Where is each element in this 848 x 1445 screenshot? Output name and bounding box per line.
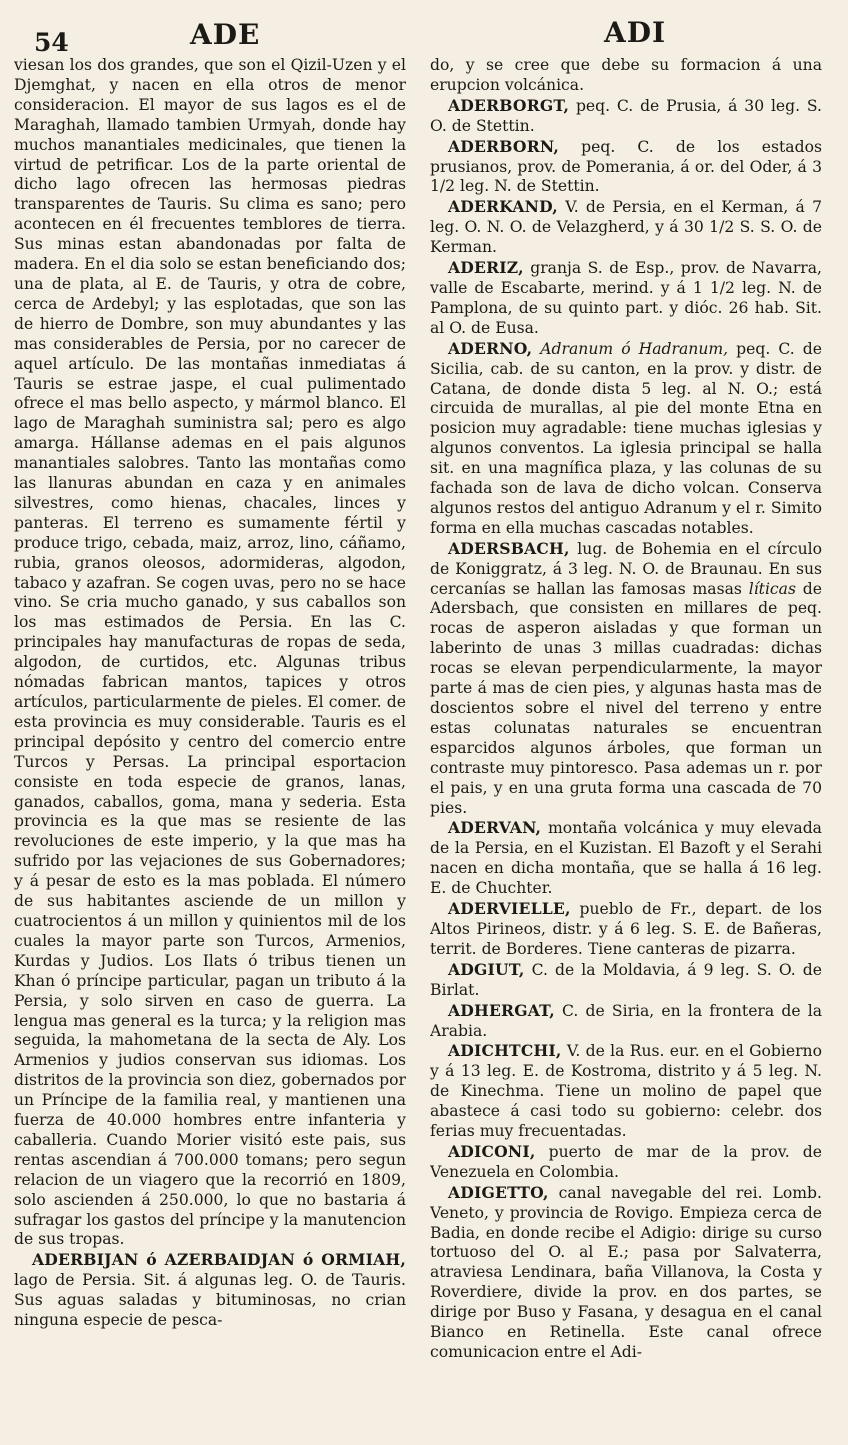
entry-text: peq. C. de Sicilia, cab. de su canton, en la prov. y distr. de Catana, de donde dista 5 leg. al N. O.; está circuida de murallas, al pie del monte Etna en posicion muy agradable: tiene muchas iglesias y algunos conventos. La iglesia principal se halla sit. en una magnífica plaza, y las colunas de su fachada son de lava de dicho volcan. Conserva algunos restos del antiguo Adranum y el r. Simito forma en ella muchas cascadas notables. <box>430 339 822 537</box>
headword: ADERKAND, <box>448 197 558 217</box>
entry-text: lug. de Bohemia en el círculo de Koniggratz, á 3 leg. N. O. de Braunau. En sus cercanías se hallan las famosas masas <box>430 539 822 598</box>
left-column <box>14 56 406 1436</box>
italic-term: líticas <box>748 579 796 598</box>
left-running-head: ADE <box>190 18 261 51</box>
headword: ADERVAN, <box>448 818 542 838</box>
entry-text: C. de Siria, en la frontera de la Arabia. <box>430 1001 822 1040</box>
entry-adgiut <box>430 960 822 1001</box>
entry-aderbijan <box>14 1250 406 1331</box>
entry-text: C. de la Moldavia, á 9 leg. S. O. de Birlat. <box>430 960 822 999</box>
headword: ADHERGAT, <box>448 1000 555 1020</box>
entry-text-continued: de Adersbach, que consisten en millares de peq. rocas de asperon aisladas y que forman un laberinto de unas 3 millas cuadradas: dichas rocas se elevan perpendicularmente, la mayor parte á mas de cien pies, y algunas hasta mas de doscientos sobre el nivel del terreno y entre estas colunatas naturales se encuentran esparcidos algunos árboles, que forman un contraste muy pintoresco. Pasa ademas un r. por el pais, y en una gruta forma una cascada de 70 pies. <box>430 579 822 817</box>
headword: ADICHTCHI, <box>448 1041 562 1061</box>
entry-adichtchi <box>430 1041 822 1142</box>
entry-aderiz <box>430 258 822 339</box>
continuation-text: do, y se cree que debe su formacion á una erupcion volcánica. <box>430 56 822 94</box>
headword: ADERVIELLE, <box>448 899 571 919</box>
entry-adhergat <box>430 1001 822 1042</box>
entry-aderborn <box>430 137 822 198</box>
headword: ADERBIJAN ó AZERBAIDJAN ó ORMIAH, <box>32 1250 406 1270</box>
page-header <box>0 14 848 58</box>
entry-adervan <box>430 818 822 899</box>
headword: ADERIZ, <box>448 258 524 278</box>
headword: ADERBORN, <box>448 136 559 156</box>
latin-name: Adranum ó Hadranum, <box>540 339 729 358</box>
headword: ADERSBACH, <box>448 538 570 558</box>
entry-text: peq. C. de los estados prusianos, prov. de Pomerania, á or. del Oder, á 3 1/2 leg. N. de Stettin. <box>430 137 822 196</box>
headword: ADERBORGT, <box>448 95 570 115</box>
right-running-head: ADI <box>604 16 667 49</box>
entry-text: montaña volcánica y muy elevada de la Persia, en el Kuzistan. El Bazoft y el Serahi nacen en dicha montaña, que se halla á 16 leg. E. de Chuchter. <box>430 819 822 898</box>
headword: ADERNO, <box>448 338 533 358</box>
entry-text: pueblo de Fr., depart. de los Altos Pirineos, distr. y á 6 leg. S. E. de Bañeras, territ. de Borderes. Tiene canteras de pizarra. <box>430 900 822 958</box>
entry-text: granja S. de Esp., prov. de Navarra, valle de Escabarte, merind. y á 1 1/2 leg. N. de Pamplona, de su quinto part. y dióc. 26 hab. Sit. al O. de Eusa. <box>430 259 822 337</box>
entry-aderkand <box>430 197 822 258</box>
entry-adiconi <box>430 1142 822 1183</box>
entry-adersbach <box>430 539 822 819</box>
headword: ADICONI, <box>448 1141 536 1161</box>
entry-text: lago de Persia. Sit. á algunas leg. O. de Tauris. Sus aguas saladas y bituminosas, no crian ninguna especie de pesca- <box>14 1271 406 1330</box>
entry-text: peq. C. de Prusia, á 30 leg. S. O. de Stettin. <box>430 96 822 135</box>
headword: ADGIUT, <box>448 959 525 979</box>
entry-text: puerto de mar de la prov. de Venezuela en Colombia. <box>430 1142 822 1181</box>
entry-text: V. de la Rus. eur. en el Gobierno y á 13 leg. E. de Kostroma, distrito y á 5 leg. N. de Kinechma. Tiene un molino de papel que abastece á casi todo su gobierno: celebr. dos ferias muy frecuentadas. <box>430 1042 822 1141</box>
headword: ADIGETTO, <box>448 1182 549 1202</box>
page-number: 54 <box>34 28 69 57</box>
entry-aderborgt <box>430 96 822 137</box>
entry-adigetto <box>430 1183 822 1363</box>
entry-text: canal navegable del rei. Lomb. Veneto, y provincia de Rovigo. Empieza cerca de Badia, en donde recibe el Adigio: dirige su curso tortuoso del O. al E.; pasa por Salvaterra, atraviesa Lendinara, baña Villanova, la Costa y Roverdiere, divide la prov. en dos partes, se dirige por Buso y Fasana, y desagua en el canal Bianco en Retinella. Este canal ofrece comunicacion entre el Adi- <box>430 1183 822 1361</box>
continuation-text: viesan los dos grandes, que son el Qizil-Uzen y el Djemghat, y nacen en ella otros de menor consideracion. El mayor de sus lagos es el de Maraghah, llamado tambien Urmyah, donde hay muchos manantiales medicinales, que tienen la virtud de petrificar. Los de la parte oriental de dicho lago ofrecen las hermosas piedras transparentes de Tauris. Su clima es sano; pero acontecen en él frecuentes temblores de tierra. Sus minas estan abandonadas por falta de madera. En el dia solo se estan beneficiando dos; una de plata, al E. de Tauris, y otra de cobre, cerca de Ardebyl; y las esplotadas, que son las de hierro de Dombre, son muy abundantes y las mas considerables de Persia, por no carecer de aquel artículo. De las montañas inmediatas á Tauris se estrae jaspe, el cual pulimentado ofrece el mas bello aspecto, y mármol blanco. El lago de Maraghah suministra sal; pero es algo amarga. Hállanse ademas en el pais algunos manantiales salobres. Tanto las montañas como las llanuras abundan en caza y en animales silvestres, como hienas, chacales, linces y panteras. El terreno es sumamente fértil y produce trigo, cebada, maiz, arroz, lino, cáñamo, rubia, granos oleosos, adormideras, algodon, tabaco y azafran. Se cogen uvas, pero no se hace vino. Se cria mucho ganado, y sus caballos son los mas estimados de Persia. En las C. principales hay manufacturas de ropas de seda, algodon, de curtidos, etc. Algunas tribus nómadas fabrican mantos, tapices y otros artículos, particularmente de pieles. El comer. de esta provincia es muy considerable. Tauris es el principal depósito y centro del comercio entre Turcos y Persas. La principal esportacion consiste en toda especie de granos, lanas, ganados, caballos, goma, mana y sederia. Esta provincia es la que mas se resiente de las revoluciones de este imperio, y la que mas ha sufrido por las vejaciones de sus Gobernadores; y á pesar de esto es la mas poblada. El número de sus habitantes asciende de un millon y cuatrocientos á un millon y quinientos mil de los cuales la mayor parte son Turcos, Armenios, Kurdas y Judios. Los Ilats ó tribus tienen un Khan ó príncipe particular, pagan un tributo á la Persia, y solo sirven en caso de guerra. La lengua mas general es la turca; y la religion mas seguida, la mahometana de la secta de Aly. Los Armenios y judios conservan sus idiomas. Los distritos de la provincia son diez, gobernados por un Príncipe de la familia real, y mantienen una fuerza de 40.000 hombres entre infanteria y caballeria. Cuando Morier visitó este pais, sus rentas ascendian á 700.000 tomans; pero segun relacion de un viagero que la recorrió en 1809, solo ascienden á 250.000, lo que no bastaria á sufragar los gastos del príncipe y la manutencion de sus tropas. <box>14 56 406 1249</box>
entry-adervielle <box>430 899 822 960</box>
entry-text: V. de Persia, en el Kerman, á 7 leg. O. N. O. de Velazgherd, y á 30 1/2 S. S. O. de Kerman. <box>430 198 822 257</box>
entry-aderno <box>430 339 822 539</box>
right-column <box>430 56 822 1436</box>
